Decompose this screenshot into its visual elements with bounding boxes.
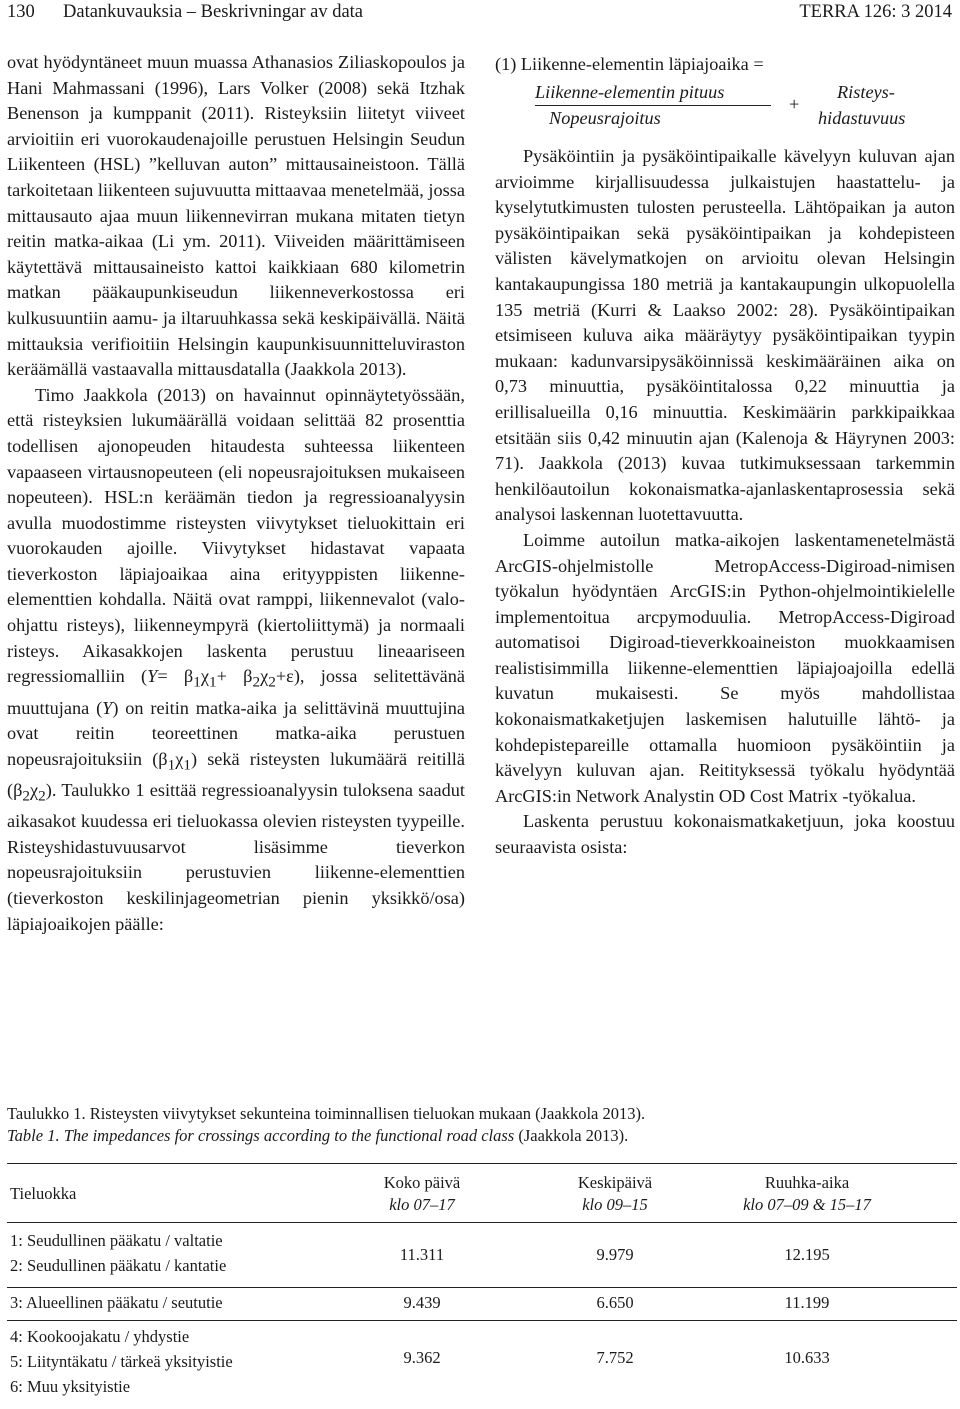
row-1-class-1: 1: Seudullinen pääkatu / valtatie [10, 1231, 223, 1250]
right-column [495, 50, 955, 861]
section-title: Datankuvauksia – Beskrivningar av data [63, 2, 364, 22]
page-header [7, 0, 952, 24]
var-y: Y [147, 666, 158, 687]
table-rule-row-2 [7, 1320, 957, 1321]
header-rush-sub: klo 07–09 & 15–17 [743, 1195, 871, 1214]
row-2-class-1: 3: Alueellinen pääkatu / seututie [10, 1293, 223, 1312]
row-1-day: 11.311 [399, 1245, 445, 1264]
formula-1 [495, 50, 955, 128]
left-column [7, 50, 465, 937]
row-3-day: 9.362 [403, 1348, 441, 1367]
formula-right-1: Risteys- [837, 82, 895, 102]
row-3-class-3: 6: Muu yksityistie [10, 1377, 131, 1396]
row-2-rush: 11.199 [784, 1293, 830, 1312]
formula-numerator: Liikenne-elementin pituus [535, 82, 725, 102]
formula-denominator: Nopeusrajoitus [549, 108, 661, 128]
row-1-rush: 12.195 [784, 1245, 830, 1264]
table-caption-en: Table 1. The impedances for crossings according to the functional road class (Jaakkola 2013). [7, 1126, 629, 1145]
header-mid-sub: klo 09–15 [582, 1195, 648, 1214]
table-caption-fi: Taulukko 1. Risteysten viivytykset sekunteina toiminnallisen tieluokan mukaan (Jaakkola 2013). [7, 1104, 646, 1123]
header-day: Koko päivä [383, 1173, 461, 1192]
row-3-class-2: 5: Liityntäkatu / tärkeä yksityistie [10, 1352, 233, 1371]
row-3-rush: 10.633 [784, 1348, 830, 1367]
table-rule-row-1 [7, 1287, 957, 1288]
left-paragraph-1: ovat hyödyntäneet muun muassa Athanasios Ziliaskopoulos ja Hani Mahmassani (1996), Lars Volker (2008) sekä Itzhak Benenson ja kumppanit (2011). Risteyksiin liitetyt viiveet arvioitiin eri vuorokaudenajoille perustuen Helsingin Seudun Liikenteen (HSL) ”kelluvan auton” mittausaineistoon. Tällä tarkoitetaan liikenteen sujuvuutta mittaavaa menetelmää, jossa mittausauto ajaa muun liikennevirran mukana mitaten tietyn reitin matka-aikaa (Li ym. 2011). Viiveiden määrittämiseen käytettävä mittausaineisto kattoi kaikkiaan 680 kilometrin matkan pääkaupunkiseudun liikenneverkostossa eri kulkusuuntiin aamu- ja iltaruuhkassa sekä keskipäivällä. Näitä mittauksia verifioitiin Helsingin kaupunkisuunnitteluviraston keräämällä vastaavalla mittausdatalla (Jaakkola 2013). [7, 52, 465, 380]
right-paragraph-2: Loimme autoilun matka-aikojen laskentamenetelmästä ArcGIS-ohjelmistolle MetropAccess-Digiroad-nimisen työkalun hyödyntäen ArcGIS:in Python-ohjelmointikielelle implementoitua arcpymoduulia. MetropAccess-Digiroad automatisoi Digiroad-tieverkkoaineiston muokkaamisen realistisimmilla liikenne-elementtien läpiajoajoilla edellä kuvatun mukaisesti. Se myös mahdollistaa kokonaismatkaketjujen laskemisen halutuille lähtö- ja kohdepistepareille ottamalla huomioon pysäköintiin ja kävelyyn kuluvan ajan. Reitityksessä työkalu hyödyntää ArcGIS:in Network Analystin OD Cost Matrix -työkalua. [495, 529, 955, 806]
right-paragraph-1: Pysäköintiin ja pysäköintipaikalle kävelyyn kuluvan ajan arvioimme kirjallisuudessa julkaistujen haastattelu- ja kyselytutkimusten tulosten perusteella. Lähtöpaikan ja auton pysäköintipaikan sekä pysäköintipaikan ja kohdepisteen välisten kävelymatkojen on arvioitu olevan Helsingin kantakaupungissa 180 metriä ja kantakaupungin ulkopuolella 135 metriä (Kurri & Laakso 2002: 28). Pysäköintipaikan etsimiseen kuluva aika määräytyy pysäköintipaikan tyypin mukaan: kadunvarsipysäköinnissä keskimääräinen aika on 0,73 minuuttia, pysäköintitalossa 0,22 minuuttia ja erillisalueilla 0,16 minuuttia. Keskimäärin parkkipaikkaa etsitään siis 0,42 minuutin ajan (Kalenoja & Häyrynen 2003: 71). Jaakkola (2013) kuvaa tutkimuksessaan tarkemmin henkilöautoilun kokonaismatka-ajanlaskentaprosessia sekä analysoi laskennan luotettavuutta. [495, 146, 955, 525]
table-rule-header [7, 1222, 957, 1223]
header-rush: Ruuhka-aika [764, 1173, 850, 1192]
page-number: 130 [7, 2, 35, 22]
formula-right-2: hidastuvuus [818, 108, 906, 128]
header-mid: Keskipäivä [577, 1173, 653, 1192]
formula-plus: + [789, 94, 800, 114]
right-paragraph-3: Laskenta perustuu kokonaismatkaketjuun, joka koostuu seuraavista osista: [495, 811, 955, 858]
row-2-day: 9.439 [403, 1293, 441, 1312]
header-day-sub: klo 07–17 [389, 1195, 455, 1214]
row-3-class-1: 4: Kookoojakatu / yhdystie [10, 1327, 190, 1346]
header-class: Tieluokka [10, 1184, 77, 1203]
formula-label: (1) Liikenne-elementin läpiajoaika = [495, 54, 764, 74]
row-2-mid: 6.650 [596, 1293, 634, 1312]
left-paragraph-2: Timo Jaakkola (2013) on havainnut opinnäytetyössään, että risteyksien lukumäärällä voidaan selittää 82 prosenttia todellisen ajonopeuden hitaudesta suhteessa liikenteen vapaaseen virtausnopeuteen (eli nopeusrajoituksen mukaiseen nopeuteen). HSL:n keräämän tiedon ja regressioanalyysin avulla muodostimme risteysten viivytykset tieluokittain eri vuorokauden ajoille. Viivytykset hidastavat vapaata tieverkoston läpiajoaikaa aina erityyppisten liikenne-elementtien kohdalla. Näitä ovat ramppi, liikennevalot (valo-ohjattu risteys), liikenneympyrä (kiertoliittymä) ja normaali risteys. Aikasakkojen laskenta perustuu lineaariseen regressiomalliin $(Y= \beta_1\chi_1+ \beta_2\chi_2+\varepsilon)$, jossa selitettävänä muuttujana (Y) on reitin matka-aika ja selittävinä muuttujina ovat reitin teoreettinen matka-aika perustuen nopeusrajoituksiin $(\beta_1\chi_1)$ sekä risteysten lukumäärä reitillä $(\beta_2\chi_2)$. Taulukko 1 esittää regressioanalyysin tuloksena saadut aikasakot kuudessa eri tieluokassa olevien risteysten tyypeille. Risteyshidastuvuusarvot lisäsimme tieverkon nopeusrajoituksiin perustuvien liikenne-elementtien (tieverkoston keskilinjageometrian pienin yksikkö/osa) läpiajoaikojen päälle: [7, 384, 465, 934]
row-3-mid: 7.752 [596, 1348, 634, 1367]
row-1-class-2: 2: Seudullinen pääkatu / kantatie [10, 1256, 227, 1275]
journal-issue: TERRA 126: 3 2014 [799, 2, 952, 22]
table-rule-top [7, 1163, 957, 1164]
row-1-mid: 9.979 [596, 1245, 634, 1264]
